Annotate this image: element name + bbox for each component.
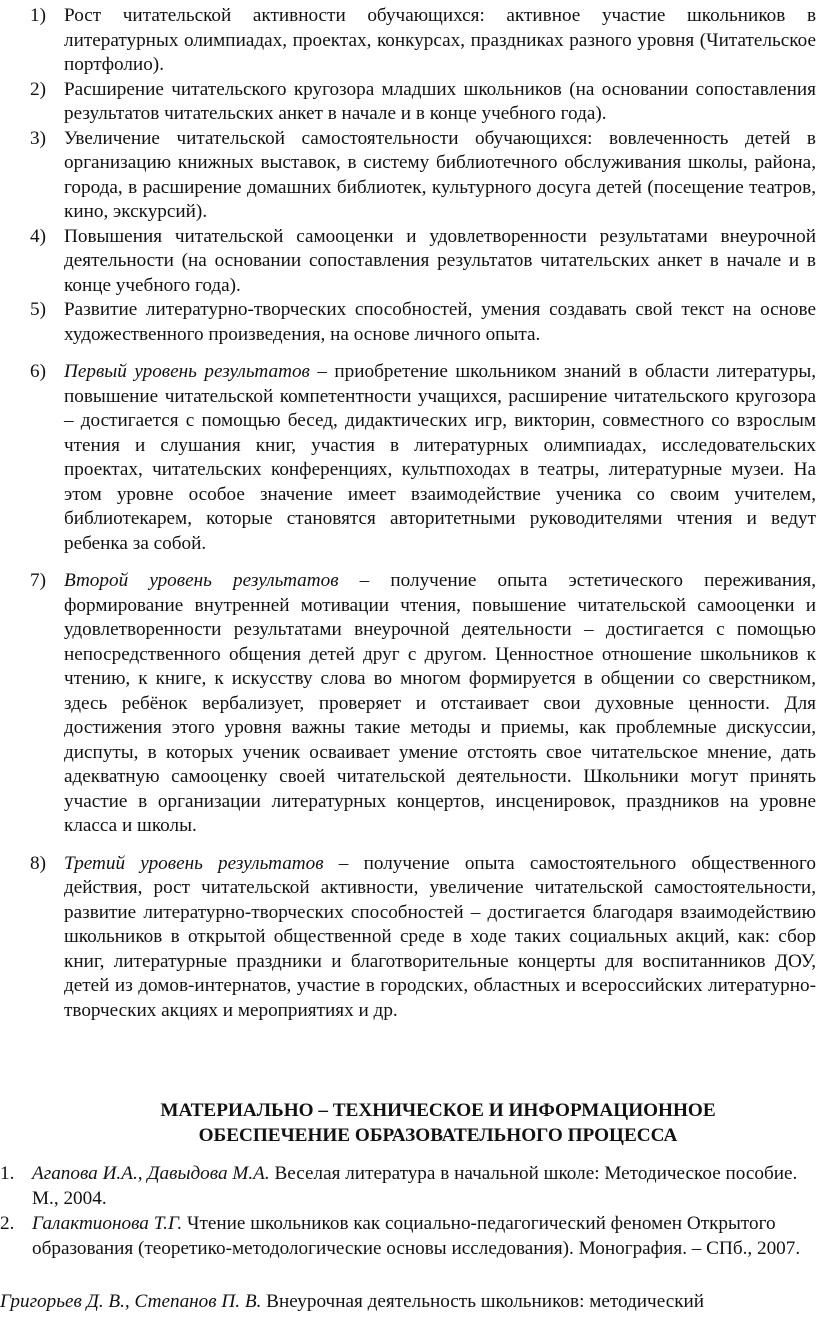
reference-author: Галактионова Т.Г. bbox=[32, 1213, 183, 1234]
list-item-5 bbox=[30, 298, 816, 347]
list-marker: 5) bbox=[30, 299, 46, 320]
list-item-6 bbox=[30, 360, 816, 556]
reference-list bbox=[0, 1162, 816, 1261]
list-item-text: Повышения читательской самооценки и удовлетворенности результатами внеурочной деятельности (на основании сопоставления результатов читательских анкет в начале и в конце учебного года). bbox=[64, 225, 816, 296]
list-item-text: – получение опыта эстетического переживания, формирование внутренней мотивации чтения, повышение читательской самооценки и удовлетворенности результатами внеурочной деятельности – достигается с помощью непосредственного общения детей друг с другом. Ценностное отношение школьников к чтению, к книге, к искусству слова во многом формируется в общении со сверстником, здесь ребёнок вербализует, проверяет и отстаивает свои духовные ценности. Для достижения этого уровня важны такие методы и приемы, как проблемные дискуссии, диспуты, в которых ученик осваивает умение отстоять свое читательское мнение, дать адекватную самооценку своей читательской деятельности. Школьники могут принять участие в организации литературных концертов, инсценировок, праздников на уровне класса и школы. bbox=[64, 570, 816, 836]
list-item-text: – приобретение школьником знаний в области литературы, повышение читательской компетентности учащихся, расширение читательского кругозора – достигается с помощью бесед, дидактических игр, викторин, совместного со взрослым чтения и слушания книг, участия в литературных олимпиадах, исследовательских проектах, читательских конференциях, культпоходах в театры, литературные музеи. На этом уровне особое значение имеет взаимодействие ученика со своим учителем, библиотекарем, которые становятся авторитетными руководителями чтения и ведут ребенка за собой. bbox=[64, 361, 816, 554]
list-item-text: Расширение читательского кругозора младших школьников (на основании сопоставления результатов читательских анкет в начале и в конце учебного года). bbox=[64, 78, 816, 124]
list-item-text: Увеличение читательской самостоятельности обучающихся: вовлеченность детей в организацию книжных выставок, в систему библиотечного обслуживания школы, района, города, в расширение домашних библиотек, культурного досуга детей (посещение театров, кино, экскурсий). bbox=[64, 127, 816, 222]
section-heading-line-1: МАТЕРИАЛЬНО – ТЕХНИЧЕСКОЕ И ИНФОРМАЦИОННОЕ bbox=[160, 1100, 716, 1121]
list-item-lead: Второй уровень результатов bbox=[64, 570, 339, 591]
list-marker: 6) bbox=[30, 361, 46, 382]
list-marker: 1) bbox=[30, 5, 46, 26]
list-item-text: Рост читательской активности обучающихся: активное участие школьников в литературных олимпиадах, проектах, конкурсах, праздниках разного уровня (Читательское портфолио). bbox=[64, 5, 816, 75]
list-item-1 bbox=[30, 4, 816, 78]
reference-text: Чтение школьников как социально-педагогический феномен Открытого образования (теоретико-методологические основы исследования). Монография. – СПб., 2007. bbox=[32, 1213, 801, 1259]
list-marker: 2) bbox=[30, 78, 46, 100]
list-item-7 bbox=[30, 569, 816, 839]
list-item-2 bbox=[30, 78, 816, 127]
reference-author: Григорьев Д. В., Степанов П. В. bbox=[0, 1291, 262, 1312]
reference-text: Веселая литература в начальной школе: Методическое пособие. М., 2004. bbox=[32, 1163, 798, 1209]
list-marker: 3) bbox=[30, 127, 46, 149]
list-marker: 8) bbox=[30, 852, 46, 874]
list-item-4 bbox=[30, 225, 816, 299]
section-heading-line-2: ОБЕСПЕЧЕНИЕ ОБРАЗОВАТЕЛЬНОГО ПРОЦЕССА bbox=[198, 1124, 678, 1146]
reference-marker: 2. bbox=[0, 1213, 15, 1234]
list-item-lead: Первый уровень результатов bbox=[64, 361, 310, 382]
reference-item-2 bbox=[0, 1212, 802, 1261]
reference-marker: 1. bbox=[0, 1163, 15, 1184]
reference-item-1 bbox=[0, 1162, 802, 1211]
list-item-lead: Третий уровень результатов bbox=[64, 852, 324, 874]
list-marker: 7) bbox=[30, 570, 46, 591]
list-item-text: – получение опыта самостоятельного общественного действия, рост читательской активности, увеличение читательской самостоятельности, развитие литературно-творческих способностей – достигается благодаря взаимодействию школьников в открытой общественной среде в ходе таких социальных акций, как: сбор книг, литературные праздники и благотворительные концерты для воспитанников ДОУ, детей из домов-интернатов, участие в городских, областных и всероссийских литературно-творческих акциях и мероприятиях и др. bbox=[64, 852, 816, 1021]
results-list bbox=[30, 4, 816, 1023]
list-item-3 bbox=[30, 127, 816, 225]
list-item-8 bbox=[30, 852, 816, 1024]
list-marker: 4) bbox=[30, 225, 46, 247]
reference-author: Агапова И.А., Давыдова М.А. bbox=[32, 1163, 270, 1184]
section-heading bbox=[60, 1099, 816, 1148]
reference-text: Внеурочная деятельность школьников: методический bbox=[261, 1291, 705, 1312]
reference-item-3-partial bbox=[0, 1290, 816, 1315]
list-item-text: Развитие литературно-творческих способностей, умения создавать свой текст на основе художественного произведения, на основе личного опыта. bbox=[64, 299, 816, 345]
